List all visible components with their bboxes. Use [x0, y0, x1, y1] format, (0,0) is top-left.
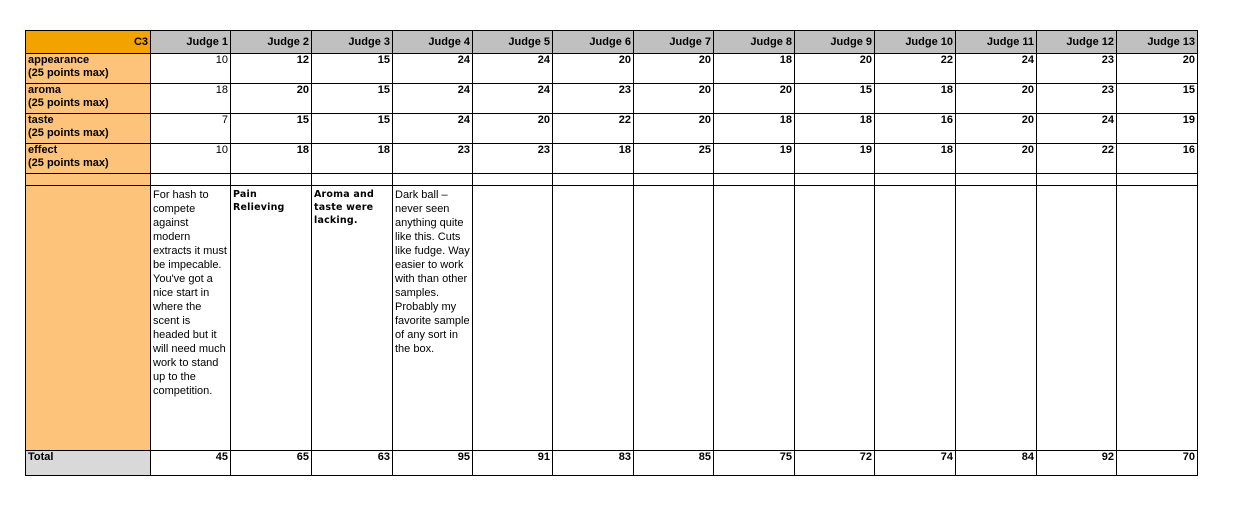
- score-cell[interactable]: 24: [1037, 114, 1117, 144]
- judge-comment[interactable]: Aroma and taste were lacking.: [312, 186, 393, 451]
- empty-cell: [795, 174, 875, 186]
- score-cell[interactable]: 23: [393, 144, 473, 174]
- judge-header: Judge 4: [393, 31, 473, 54]
- score-cell[interactable]: 15: [231, 114, 312, 144]
- score-cell[interactable]: 20: [956, 144, 1037, 174]
- judge-comment[interactable]: Pain Relieving: [231, 186, 312, 451]
- empty-cell: [553, 174, 634, 186]
- score-cell[interactable]: 18: [714, 114, 795, 144]
- empty-cell: [26, 174, 151, 186]
- score-cell[interactable]: 20: [795, 54, 875, 84]
- score-cell[interactable]: 22: [875, 54, 956, 84]
- score-row-effect: [26, 144, 1198, 174]
- category-name: appearance: [28, 54, 90, 66]
- score-cell[interactable]: 25: [634, 144, 714, 174]
- judge-comment[interactable]: [1117, 186, 1198, 451]
- score-cell[interactable]: 18: [714, 54, 795, 84]
- total-cell[interactable]: 95: [393, 451, 473, 476]
- total-cell[interactable]: 65: [231, 451, 312, 476]
- judge-header: Judge 1: [151, 31, 231, 54]
- row-label: [26, 114, 151, 144]
- judge-header: Judge 11: [956, 31, 1037, 54]
- empty-cell: [714, 174, 795, 186]
- score-cell[interactable]: 16: [1117, 144, 1198, 174]
- score-cell[interactable]: 20: [553, 54, 634, 84]
- empty-cell: [875, 174, 956, 186]
- total-cell[interactable]: 83: [553, 451, 634, 476]
- total-cell[interactable]: 84: [956, 451, 1037, 476]
- score-cell[interactable]: 24: [393, 84, 473, 114]
- score-cell[interactable]: 15: [1117, 84, 1198, 114]
- row-label: [26, 84, 151, 114]
- judge-comment[interactable]: [714, 186, 795, 451]
- judge-comment[interactable]: [1037, 186, 1117, 451]
- score-cell[interactable]: 22: [553, 114, 634, 144]
- judge-comment[interactable]: For hash to compete against modern extracts it must be impecable. You've got a nice start in where the scent is headed but it will need much work to stand up to the competition.: [151, 186, 231, 451]
- empty-cell: [473, 174, 553, 186]
- score-cell[interactable]: 16: [875, 114, 956, 144]
- total-cell[interactable]: 72: [795, 451, 875, 476]
- score-cell[interactable]: 15: [312, 114, 393, 144]
- comments-row: [26, 186, 1198, 451]
- score-table: [25, 30, 1198, 476]
- judge-header: Judge 3: [312, 31, 393, 54]
- row-label: [26, 54, 151, 84]
- score-cell[interactable]: 24: [473, 54, 553, 84]
- total-cell[interactable]: 91: [473, 451, 553, 476]
- empty-cell: [312, 174, 393, 186]
- empty-cell: [1117, 174, 1198, 186]
- judge-header: Judge 8: [714, 31, 795, 54]
- score-cell[interactable]: 20: [634, 54, 714, 84]
- empty-cell: [231, 174, 312, 186]
- score-cell[interactable]: 15: [795, 84, 875, 114]
- judge-comment[interactable]: [875, 186, 956, 451]
- score-cell[interactable]: 10: [151, 54, 231, 84]
- score-cell[interactable]: 20: [473, 114, 553, 144]
- score-cell[interactable]: 18: [795, 114, 875, 144]
- score-cell[interactable]: 24: [956, 54, 1037, 84]
- judge-header: Judge 6: [553, 31, 634, 54]
- judge-header: Judge 10: [875, 31, 956, 54]
- empty-cell: [393, 174, 473, 186]
- score-cell[interactable]: 20: [634, 114, 714, 144]
- judge-comment[interactable]: [795, 186, 875, 451]
- category-max: (25 points max): [28, 127, 109, 139]
- judge-comment[interactable]: [473, 186, 553, 451]
- score-cell[interactable]: 23: [473, 144, 553, 174]
- score-cell[interactable]: 10: [151, 144, 231, 174]
- comments-label: [26, 186, 151, 451]
- score-cell[interactable]: 20: [231, 84, 312, 114]
- judge-header: Judge 13: [1117, 31, 1198, 54]
- score-cell[interactable]: 18: [875, 84, 956, 114]
- score-cell[interactable]: 18: [231, 144, 312, 174]
- total-cell[interactable]: 70: [1117, 451, 1198, 476]
- empty-cell: [1037, 174, 1117, 186]
- score-cell[interactable]: 19: [795, 144, 875, 174]
- score-row-aroma: [26, 84, 1198, 114]
- score-cell[interactable]: 18: [151, 84, 231, 114]
- score-cell[interactable]: 20: [714, 84, 795, 114]
- total-cell[interactable]: 45: [151, 451, 231, 476]
- judge-header: Judge 5: [473, 31, 553, 54]
- corner-cell: C3: [26, 31, 151, 54]
- category-max: (25 points max): [28, 157, 109, 169]
- total-row: [26, 451, 1198, 476]
- empty-cell: [956, 174, 1037, 186]
- score-row-appearance: [26, 54, 1198, 84]
- category-name: effect: [28, 144, 58, 156]
- score-cell[interactable]: 12: [231, 54, 312, 84]
- score-cell[interactable]: 15: [312, 54, 393, 84]
- score-cell[interactable]: 18: [553, 144, 634, 174]
- category-name: taste: [28, 114, 54, 126]
- spacer-row: [26, 174, 1198, 186]
- score-cell[interactable]: 24: [393, 114, 473, 144]
- judge-comment[interactable]: [634, 186, 714, 451]
- score-row-taste: [26, 114, 1198, 144]
- judge-header: Judge 9: [795, 31, 875, 54]
- category-name: aroma: [28, 84, 62, 96]
- score-cell[interactable]: 19: [1117, 114, 1198, 144]
- score-cell[interactable]: 18: [875, 144, 956, 174]
- score-cell[interactable]: 22: [1037, 144, 1117, 174]
- score-cell[interactable]: 20: [634, 84, 714, 114]
- category-max: (25 points max): [28, 97, 109, 109]
- total-cell[interactable]: 75: [714, 451, 795, 476]
- total-cell[interactable]: 63: [312, 451, 393, 476]
- score-cell[interactable]: 23: [1037, 84, 1117, 114]
- score-cell[interactable]: 19: [714, 144, 795, 174]
- empty-cell: [634, 174, 714, 186]
- score-cell[interactable]: 15: [312, 84, 393, 114]
- score-cell[interactable]: 18: [312, 144, 393, 174]
- total-cell[interactable]: 92: [1037, 451, 1117, 476]
- score-cell[interactable]: 20: [1117, 54, 1198, 84]
- empty-cell: [151, 174, 231, 186]
- score-cell[interactable]: 23: [1037, 54, 1117, 84]
- total-cell[interactable]: 74: [875, 451, 956, 476]
- total-cell[interactable]: 85: [634, 451, 714, 476]
- total-label: Total: [26, 451, 151, 476]
- score-cell[interactable]: 24: [393, 54, 473, 84]
- judge-header: Judge 7: [634, 31, 714, 54]
- judge-comment[interactable]: [553, 186, 634, 451]
- score-cell[interactable]: 23: [553, 84, 634, 114]
- judge-comment[interactable]: Dark ball – never seen anything quite like this. Cuts like fudge. Way easier to work with than other samples. Probably my favorite sample of any sort in the box.: [393, 186, 473, 451]
- score-cell[interactable]: 7: [151, 114, 231, 144]
- category-max: (25 points max): [28, 67, 109, 79]
- judge-comment[interactable]: [956, 186, 1037, 451]
- header-row: [26, 31, 1198, 54]
- score-cell[interactable]: 20: [956, 114, 1037, 144]
- score-cell[interactable]: 24: [473, 84, 553, 114]
- score-cell[interactable]: 20: [956, 84, 1037, 114]
- judge-header: Judge 2: [231, 31, 312, 54]
- judge-header: Judge 12: [1037, 31, 1117, 54]
- row-label: [26, 144, 151, 174]
